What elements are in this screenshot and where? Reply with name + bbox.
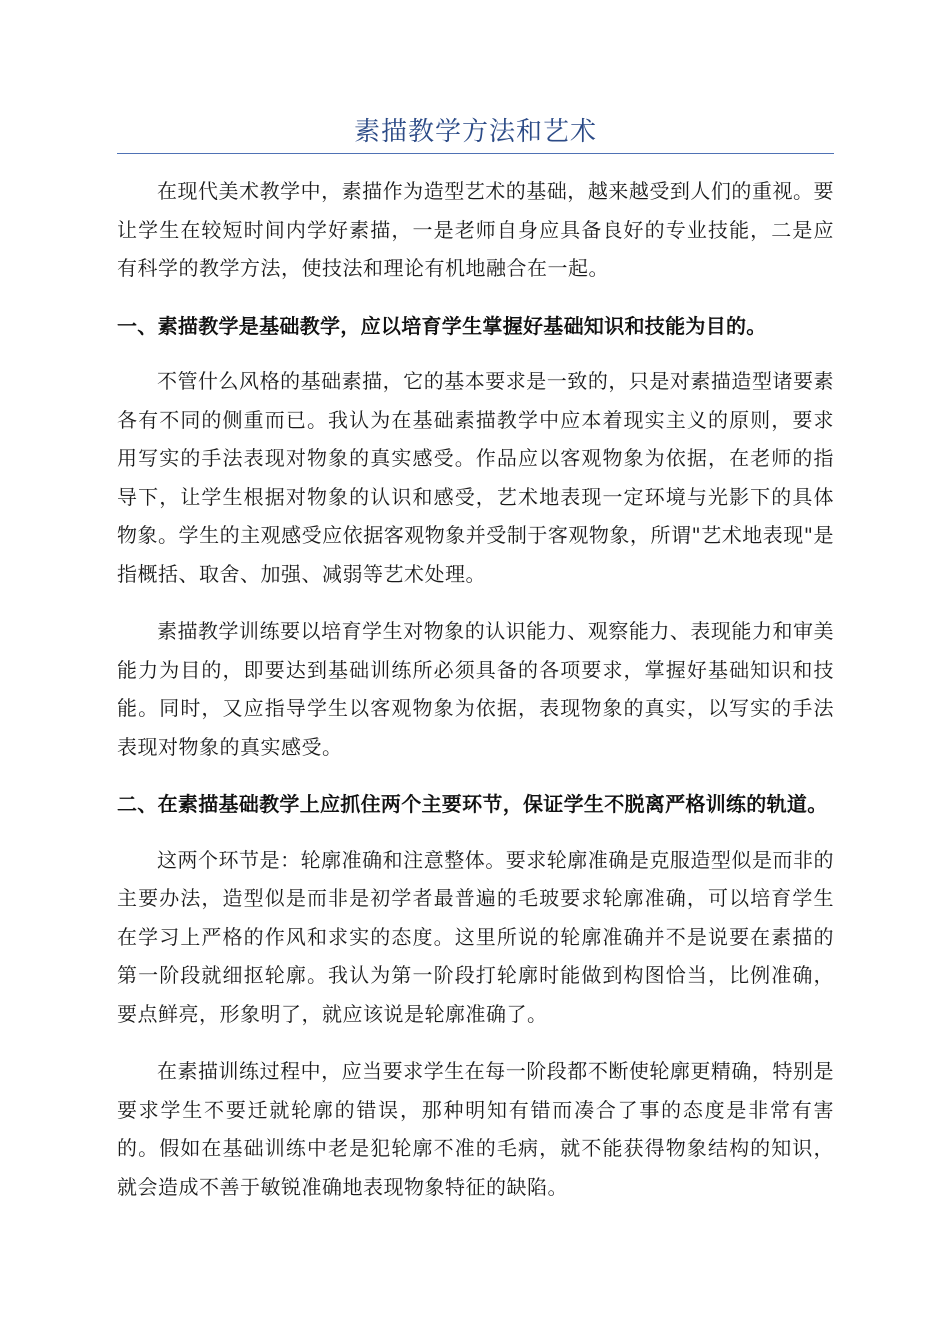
paragraph-intro: 在现代美术教学中，素描作为造型艺术的基础，越来越受到人们的重视。要让学生在较短时间内学好素描，一是老师自身应具备良好的专业技能，二是应有科学的教学方法，使技法和理论有机地融合在一起。 [117,179,834,280]
paragraph-section2-a: 这两个环节是：轮廓准确和注意整体。要求轮廓准确是克服造型似是而非的主要办法，造型似是而非是初学者最普遍的毛玻要求轮廓准确，可以培育学生在学习上严格的作风和求实的态度。这里所说的轮廓准确并不是说要在素描的第一阶段就细抠轮廓。我认为第一阶段打轮廓时能做到构图恰当，比例准确，要点鲜亮，形象明了，就应该说是轮廓准确了。 [117,847,834,1026]
document-body [117,172,834,1225]
title-underline [117,153,834,154]
section-heading-2: 二、在素描基础教学上应抓住两个主要环节，保证学生不脱离严格训练的轨道。 [117,792,828,816]
paragraph-section1-b: 素描教学训练要以培育学生对物象的认识能力、观察能力、表现能力和审美能力为目的，即要达到基础训练所必须具备的各项要求，掌握好基础知识和技能。同时，又应指导学生以客观物象为依据，表现物象的真实，以写实的手法表现对物象的真实感受。 [117,619,834,759]
section-heading-1: 一、素描教学是基础教学，应以培育学生掌握好基础知识和技能为目的。 [117,313,767,338]
paragraph-section2-b: 在素描训练过程中，应当要求学生在每一阶段都不断使轮廓更精确，特别是要求学生不要迁就轮廓的错误，那种明知有错而凑合了事的态度是非常有害的。假如在基础训练中老是犯轮廓不准的毛病，就不能获得物象结构的知识，就会造成不善于敏锐准确地表现物象特征的缺陷。 [117,1059,834,1199]
paragraph-section1-a: 不管什么风格的基础素描，它的基本要求是一致的，只是对素描造型诸要素各有不同的侧重而已。我认为在基础素描教学中应本着现实主义的原则，要求用写实的手法表现对物象的真实感受。作品应以客观物象为依据，在老师的指导下，让学生根据对物象的认识和感受，艺术地表现一定环境与光影下的具体物象。学生的主观感受应依据客观物象并受制于客观物象，所谓"艺术地表现"是指概括、取舍、加强、减弱等艺术处理。 [117,369,834,586]
document-title: 素描教学方法和艺术 [353,117,597,147]
document-page [117,0,834,1344]
